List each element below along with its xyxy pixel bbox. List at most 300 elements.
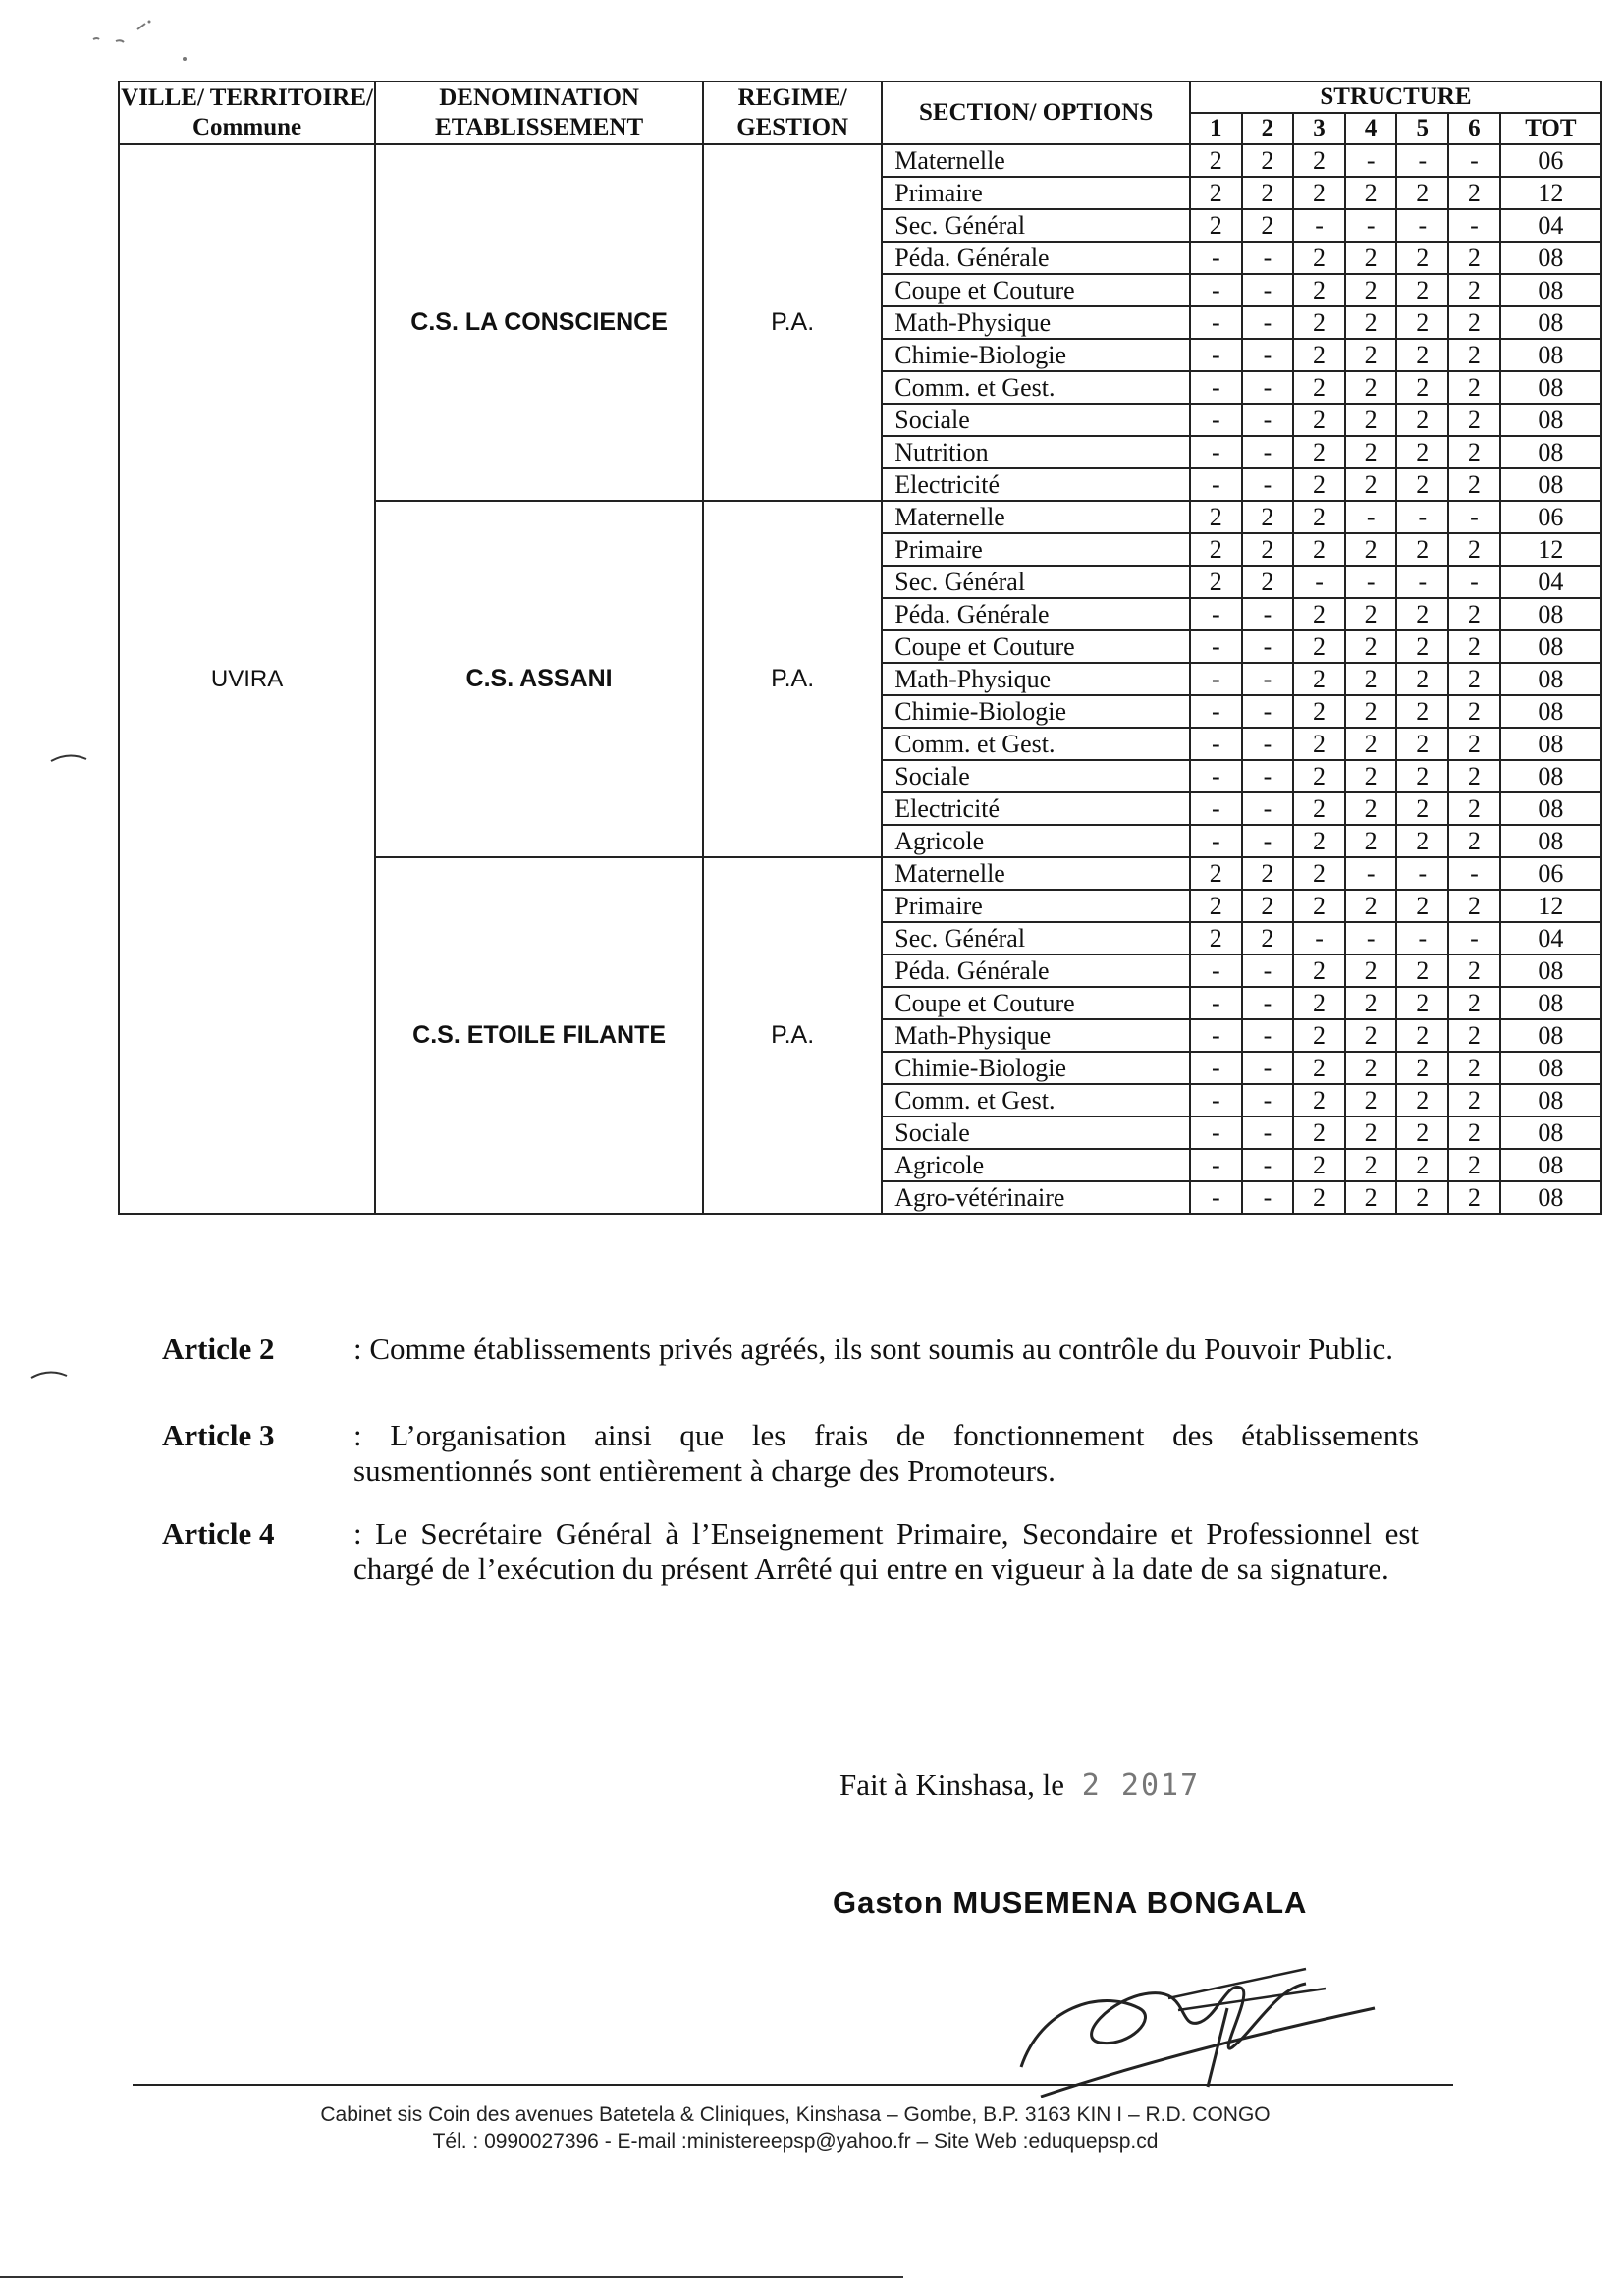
structure-cell: 2 [1448,630,1500,663]
structure-cell: 2 [1448,339,1500,371]
structure-cell: 2 [1293,792,1345,825]
header-col-5: 5 [1396,113,1448,144]
structure-cell: 2 [1345,663,1397,695]
structure-cell: - [1190,825,1242,857]
handwritten-signature [982,1949,1394,2106]
option-cell: Agricole [882,1149,1190,1181]
structure-cell: 2 [1293,1149,1345,1181]
structure-cell: 2 [1345,760,1397,792]
structure-cell: 2 [1345,825,1397,857]
footer-contact: Tél. : 0990027396 - E-mail :ministereepsp@yahoo.fr – Site Web :eduquepsp.cd [432,2130,1159,2153]
structure-cell: - [1242,695,1294,728]
regime-cell: P.A. [703,501,882,857]
structure-cell: - [1345,501,1397,533]
structure-cell: - [1242,825,1294,857]
structure-cell: 2 [1345,274,1397,306]
structure-cell: 2 [1293,533,1345,566]
structure-cell: 2 [1448,825,1500,857]
total-cell: 08 [1500,663,1601,695]
school-name-cell: C.S. ASSANI [375,501,703,857]
structure-cell: - [1448,501,1500,533]
structure-cell: 2 [1345,987,1397,1019]
total-cell: 08 [1500,371,1601,404]
structure-cell: 2 [1293,1181,1345,1214]
place-text: Fait à Kinshasa, le [839,1768,1065,1802]
structure-cell: - [1345,922,1397,954]
structure-cell: 2 [1448,468,1500,501]
structure-cell: 2 [1190,922,1242,954]
structure-cell: - [1242,436,1294,468]
structure-cell: 2 [1396,630,1448,663]
structure-cell: 2 [1293,695,1345,728]
total-cell: 08 [1500,792,1601,825]
structure-cell: 2 [1293,177,1345,209]
article-2 [162,1332,1419,1390]
option-cell: Maternelle [882,501,1190,533]
structure-cell: 2 [1293,1084,1345,1117]
structure-cell: 2 [1396,436,1448,468]
structure-cell: 2 [1293,598,1345,630]
structure-cell: 2 [1396,1052,1448,1084]
structure-cell: 2 [1293,144,1345,177]
structure-cell: 2 [1396,1181,1448,1214]
article-label: Article 4 [162,1516,275,1551]
header-col-6: 6 [1448,113,1500,144]
article-label: Article 2 [162,1332,275,1366]
option-cell: Primaire [882,533,1190,566]
total-cell: 08 [1500,728,1601,760]
structure-cell: - [1190,1052,1242,1084]
structure-cell: - [1448,209,1500,242]
structure-cell: - [1396,857,1448,890]
option-cell: Péda. Générale [882,598,1190,630]
header-denomination: DENOMINATION ETABLISSEMENT [375,82,703,144]
structure-cell: 2 [1293,436,1345,468]
regime-cell: P.A. [703,144,882,501]
structure-cell: 2 [1293,987,1345,1019]
total-cell: 06 [1500,857,1601,890]
structure-cell: - [1190,371,1242,404]
table-row [119,144,1601,177]
structure-table [118,81,1602,1215]
structure-cell: 2 [1345,371,1397,404]
structure-cell: 2 [1190,177,1242,209]
structure-cell: 2 [1293,404,1345,436]
structure-cell: 2 [1448,987,1500,1019]
structure-cell: 2 [1293,339,1345,371]
option-cell: Sociale [882,760,1190,792]
option-cell: Math-Physique [882,306,1190,339]
structure-cell: 2 [1293,274,1345,306]
structure-cell: 2 [1345,468,1397,501]
structure-cell: 2 [1345,306,1397,339]
structure-cell: 2 [1396,792,1448,825]
structure-cell: 2 [1448,436,1500,468]
structure-cell: 2 [1396,825,1448,857]
structure-cell: - [1242,404,1294,436]
articles [162,1332,1419,1614]
structure-cell: - [1396,566,1448,598]
structure-cell: 2 [1293,760,1345,792]
structure-cell: 2 [1396,760,1448,792]
structure-cell: 2 [1242,144,1294,177]
option-cell: Agricole [882,825,1190,857]
option-cell: Comm. et Gest. [882,371,1190,404]
option-cell: Chimie-Biologie [882,339,1190,371]
structure-cell: - [1190,306,1242,339]
structure-cell: 2 [1396,371,1448,404]
total-cell: 08 [1500,274,1601,306]
total-cell: 08 [1500,468,1601,501]
margin-mark [29,1368,69,1382]
header-col-3: 3 [1293,113,1345,144]
option-cell: Comm. et Gest. [882,1084,1190,1117]
structure-cell: 2 [1293,954,1345,987]
structure-cell: - [1345,857,1397,890]
structure-cell: 2 [1293,1019,1345,1052]
option-cell: Primaire [882,890,1190,922]
structure-cell: 2 [1242,533,1294,566]
structure-cell: 2 [1396,306,1448,339]
total-cell: 08 [1500,1181,1601,1214]
total-cell: 08 [1500,630,1601,663]
structure-cell: 2 [1448,1052,1500,1084]
structure-cell: 2 [1345,598,1397,630]
footer [226,2101,1365,2154]
structure-cell: 2 [1448,242,1500,274]
structure-cell: - [1448,857,1500,890]
structure-cell: - [1190,274,1242,306]
structure-cell: 2 [1190,857,1242,890]
option-cell: Comm. et Gest. [882,728,1190,760]
structure-cell: 2 [1345,728,1397,760]
structure-cell: - [1396,501,1448,533]
option-cell: Coupe et Couture [882,630,1190,663]
table-body [119,144,1601,1214]
structure-cell: - [1293,209,1345,242]
structure-cell: 2 [1293,1052,1345,1084]
option-cell: Péda. Générale [882,242,1190,274]
structure-cell: - [1242,792,1294,825]
structure-cell: 2 [1345,890,1397,922]
header-col-4: 4 [1345,113,1397,144]
structure-cell: 2 [1396,177,1448,209]
total-cell: 12 [1500,533,1601,566]
structure-cell: - [1190,760,1242,792]
structure-cell: 2 [1345,339,1397,371]
structure-cell: 2 [1345,1084,1397,1117]
total-cell: 08 [1500,760,1601,792]
structure-cell: - [1190,1149,1242,1181]
header-col-tot: TOT [1500,113,1601,144]
structure-cell: - [1448,922,1500,954]
structure-cell: - [1242,1117,1294,1149]
footer-divider [133,2084,1453,2086]
structure-cell: 2 [1293,501,1345,533]
structure-cell: 2 [1242,890,1294,922]
header-col-2: 2 [1242,113,1294,144]
structure-cell: 2 [1242,501,1294,533]
structure-cell: - [1190,630,1242,663]
structure-cell: - [1190,987,1242,1019]
structure-cell: 2 [1448,1019,1500,1052]
structure-cell: 2 [1293,306,1345,339]
structure-cell: 2 [1396,663,1448,695]
structure-cell: 2 [1293,825,1345,857]
structure-cell: 2 [1448,598,1500,630]
structure-cell: 2 [1396,404,1448,436]
total-cell: 08 [1500,695,1601,728]
structure-cell: 2 [1345,1052,1397,1084]
structure-cell: - [1396,144,1448,177]
structure-cell: - [1190,339,1242,371]
structure-cell: - [1242,663,1294,695]
structure-cell: - [1190,468,1242,501]
structure-cell: 2 [1345,242,1397,274]
structure-cell: - [1242,1019,1294,1052]
total-cell: 08 [1500,436,1601,468]
structure-cell: - [1242,598,1294,630]
page-bottom-rule [0,2276,903,2278]
option-cell: Sec. Général [882,566,1190,598]
structure-cell: 2 [1396,1084,1448,1117]
option-cell: Nutrition [882,436,1190,468]
structure-cell: - [1293,566,1345,598]
structure-cell: 2 [1345,533,1397,566]
option-cell: Maternelle [882,144,1190,177]
structure-cell: - [1242,468,1294,501]
structure-cell: 2 [1345,1181,1397,1214]
option-cell: Sociale [882,404,1190,436]
structure-cell: 2 [1396,1149,1448,1181]
structure-cell: 2 [1396,242,1448,274]
option-cell: Chimie-Biologie [882,695,1190,728]
structure-cell: 2 [1448,792,1500,825]
school-name-cell: C.S. LA CONSCIENCE [375,144,703,501]
structure-cell: 2 [1293,468,1345,501]
structure-cell: 2 [1396,533,1448,566]
structure-cell: - [1396,922,1448,954]
total-cell: 06 [1500,501,1601,533]
article-3 [162,1418,1419,1489]
structure-cell: 2 [1242,922,1294,954]
structure-cell: 2 [1448,760,1500,792]
ville-cell: UVIRA [119,144,375,1214]
signer-name: Gaston MUSEMENA BONGALA [833,1885,1308,1920]
structure-cell: 2 [1448,954,1500,987]
structure-cell: - [1242,306,1294,339]
structure-cell: - [1448,144,1500,177]
total-cell: 08 [1500,598,1601,630]
option-cell: Sec. Général [882,922,1190,954]
structure-cell: - [1345,209,1397,242]
header-section: SECTION/ OPTIONS [882,82,1190,144]
structure-cell: 2 [1242,857,1294,890]
option-cell: Sociale [882,1117,1190,1149]
structure-cell: - [1242,630,1294,663]
structure-cell: - [1190,436,1242,468]
structure-cell: 2 [1190,566,1242,598]
structure-cell: 2 [1396,339,1448,371]
total-cell: 08 [1500,954,1601,987]
structure-cell: 2 [1345,1117,1397,1149]
total-cell: 08 [1500,825,1601,857]
structure-cell: 2 [1448,274,1500,306]
total-cell: 08 [1500,987,1601,1019]
structure-cell: - [1242,339,1294,371]
date-stamp: 2 2017 [1081,1769,1201,1803]
structure-cell: 2 [1293,728,1345,760]
structure-cell: - [1190,954,1242,987]
article-text: : L’organisation ainsi que les frais de fonctionnement des établissements susmentionnés sont entièrement à charge des Promoteurs. [353,1418,1419,1488]
structure-cell: 2 [1345,792,1397,825]
place-date [839,1768,1200,1803]
structure-cell: - [1190,598,1242,630]
option-cell: Coupe et Couture [882,274,1190,306]
header-col-1: 1 [1190,113,1242,144]
structure-cell: 2 [1396,1019,1448,1052]
structure-cell: 2 [1345,1149,1397,1181]
total-cell: 08 [1500,1019,1601,1052]
structure-cell: 2 [1345,177,1397,209]
structure-cell: 2 [1242,177,1294,209]
structure-cell: 2 [1396,598,1448,630]
structure-cell: - [1345,566,1397,598]
school-name-cell: C.S. ETOILE FILANTE [375,857,703,1214]
structure-cell: 2 [1396,890,1448,922]
structure-cell: 2 [1448,1181,1500,1214]
structure-cell: 2 [1448,890,1500,922]
regime-cell: P.A. [703,857,882,1214]
structure-cell: 2 [1345,1019,1397,1052]
structure-cell: 2 [1190,533,1242,566]
structure-cell: 2 [1396,954,1448,987]
structure-cell: - [1190,1181,1242,1214]
structure-cell: 2 [1242,566,1294,598]
header-structure: STRUCTURE [1190,82,1601,113]
structure-cell: - [1190,663,1242,695]
option-cell: Maternelle [882,857,1190,890]
structure-cell: 2 [1293,663,1345,695]
total-cell: 08 [1500,242,1601,274]
option-cell: Coupe et Couture [882,987,1190,1019]
structure-cell: 2 [1293,242,1345,274]
structure-cell: - [1242,1052,1294,1084]
option-cell: Péda. Générale [882,954,1190,987]
structure-cell: - [1293,922,1345,954]
total-cell: 08 [1500,1117,1601,1149]
structure-cell: - [1190,1019,1242,1052]
structure-cell: - [1448,566,1500,598]
option-cell: Agro-vétérinaire [882,1181,1190,1214]
option-cell: Electricité [882,792,1190,825]
footer-address: Cabinet sis Coin des avenues Batetela & Cliniques, Kinshasa – Gombe, B.P. 3163 KIN I – R.D. CONGO [320,2103,1271,2126]
scan-specks [39,10,196,69]
structure-cell: 2 [1448,404,1500,436]
option-cell: Electricité [882,468,1190,501]
structure-cell: 2 [1190,890,1242,922]
structure-cell: 2 [1190,209,1242,242]
structure-cell: - [1242,1181,1294,1214]
structure-cell: 2 [1293,1117,1345,1149]
structure-cell: - [1242,371,1294,404]
total-cell: 08 [1500,404,1601,436]
total-cell: 08 [1500,1052,1601,1084]
structure-cell: - [1242,760,1294,792]
structure-cell: - [1242,987,1294,1019]
structure-cell: 2 [1396,987,1448,1019]
structure-cell: - [1190,728,1242,760]
structure-cell: 2 [1345,695,1397,728]
article-4 [162,1516,1419,1587]
structure-cell: - [1190,695,1242,728]
structure-cell: 2 [1448,533,1500,566]
structure-cell: - [1242,728,1294,760]
structure-cell: 2 [1396,695,1448,728]
structure-cell: - [1190,1084,1242,1117]
article-text: : Comme établissements privés agréés, ils sont soumis au contrôle du Pouvoir Public. [353,1332,1394,1366]
structure-cell: 2 [1190,501,1242,533]
structure-cell: 2 [1293,890,1345,922]
structure-cell: - [1242,1149,1294,1181]
structure-cell: 2 [1242,209,1294,242]
article-label: Article 3 [162,1418,275,1452]
structure-cell: - [1190,404,1242,436]
total-cell: 12 [1500,890,1601,922]
structure-cell: 2 [1345,404,1397,436]
structure-cell: 2 [1448,1149,1500,1181]
option-cell: Math-Physique [882,1019,1190,1052]
option-cell: Sec. Général [882,209,1190,242]
structure-cell: 2 [1448,728,1500,760]
total-cell: 08 [1500,1084,1601,1117]
total-cell: 12 [1500,177,1601,209]
structure-cell: - [1396,209,1448,242]
structure-cell: - [1190,242,1242,274]
total-cell: 04 [1500,922,1601,954]
structure-cell: 2 [1448,695,1500,728]
structure-cell: 2 [1448,177,1500,209]
structure-cell: 2 [1396,468,1448,501]
structure-cell: - [1242,242,1294,274]
total-cell: 08 [1500,339,1601,371]
article-text: : Le Secrétaire Général à l’Enseignement Primaire, Secondaire et Professionnel est chargé de l’exécution du présent Arrêté qui entre en vigueur à la date de sa signature. [353,1516,1419,1586]
structure-cell: 2 [1345,954,1397,987]
structure-cell: 2 [1345,630,1397,663]
structure-cell: 2 [1293,371,1345,404]
structure-cell: - [1190,1117,1242,1149]
margin-mark [49,751,88,765]
structure-cell: 2 [1448,306,1500,339]
header-ville: VILLE/ TERRITOIRE/ Commune [119,82,375,144]
structure-cell: - [1242,274,1294,306]
structure-cell: - [1345,144,1397,177]
total-cell: 04 [1500,566,1601,598]
option-cell: Chimie-Biologie [882,1052,1190,1084]
option-cell: Math-Physique [882,663,1190,695]
total-cell: 04 [1500,209,1601,242]
structure-cell: 2 [1190,144,1242,177]
structure-cell: 2 [1448,1117,1500,1149]
structure-cell: 2 [1448,371,1500,404]
structure-cell: - [1242,954,1294,987]
structure-cell: 2 [1396,274,1448,306]
structure-cell: 2 [1293,630,1345,663]
option-cell: Primaire [882,177,1190,209]
total-cell: 06 [1500,144,1601,177]
structure-cell: - [1190,792,1242,825]
structure-cell: 2 [1293,857,1345,890]
